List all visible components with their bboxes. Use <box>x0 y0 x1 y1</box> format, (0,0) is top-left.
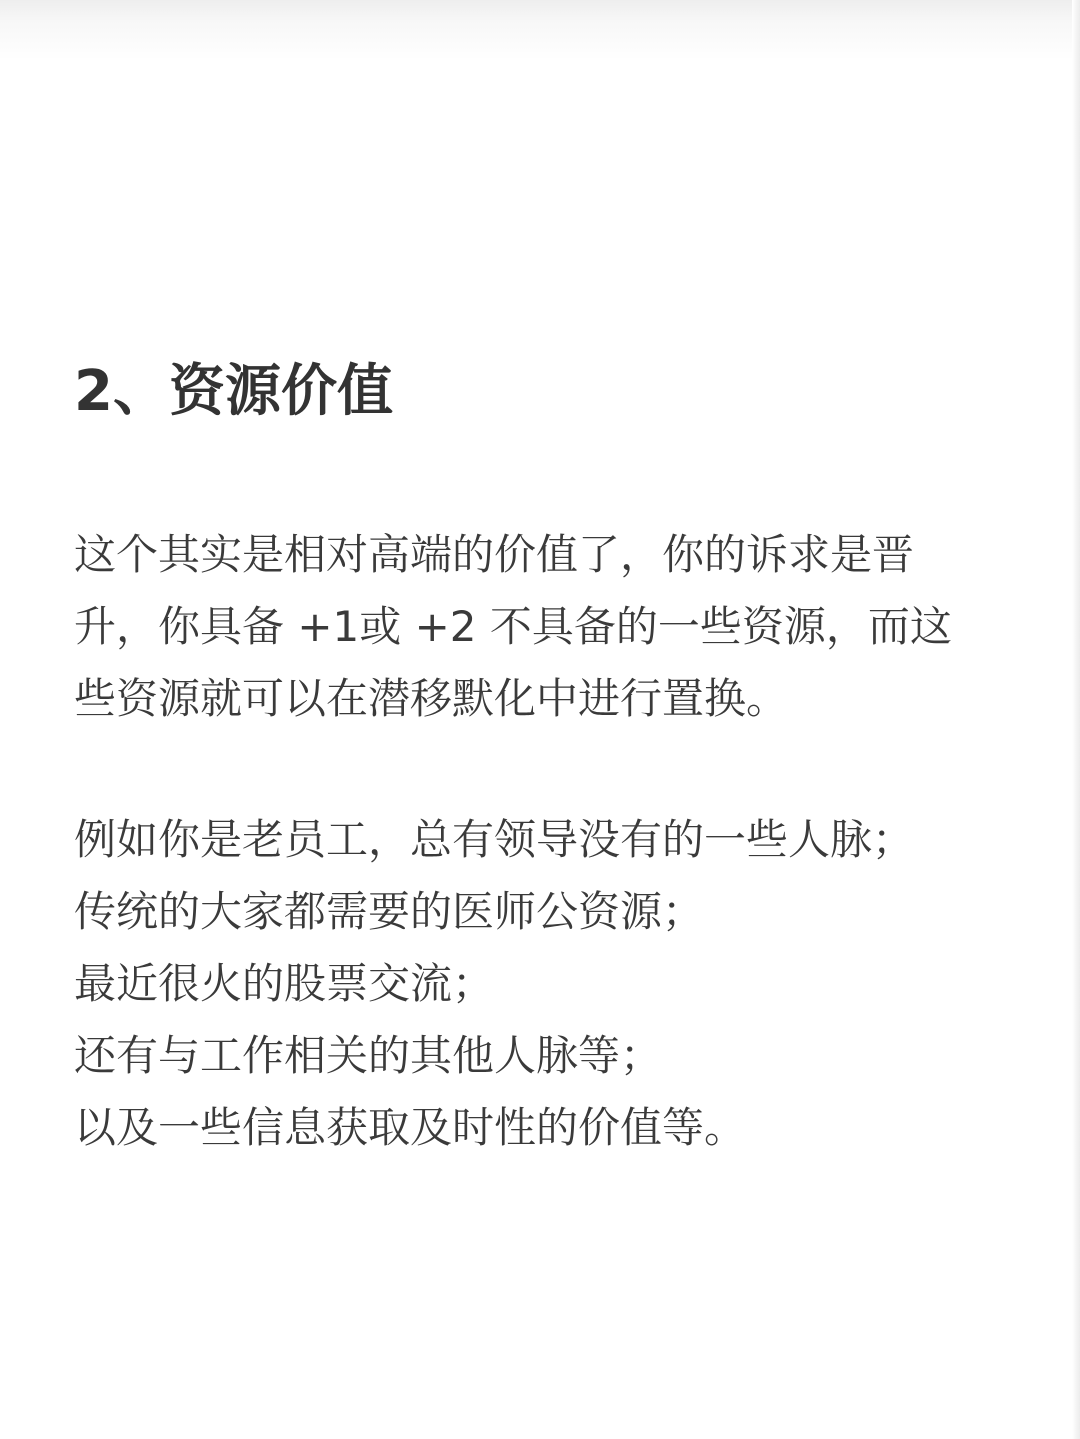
right-edge-shadow <box>1072 0 1080 1439</box>
paragraph-line: 最近很火的股票交流； <box>74 959 495 1008</box>
paragraph-line: 以及一些信息获取及时性的价值等。 <box>74 1103 747 1152</box>
paragraph-line: 升，你具备 +1或 +2 不具备的一些资源，而这 <box>74 602 952 651</box>
top-shadow <box>0 0 1080 60</box>
paragraph-examples <box>74 804 914 1164</box>
paragraph-intro <box>74 519 952 735</box>
paragraph-line: 传统的大家都需要的医师公资源； <box>74 887 705 936</box>
paragraph-line: 这个其实是相对高端的价值了，你的诉求是晋 <box>74 530 915 579</box>
paragraph-line: 些资源就可以在潜移默化中进行置换。 <box>74 674 789 723</box>
paragraph-line: 例如你是老员工，总有领导没有的一些人脉； <box>74 815 915 864</box>
section-heading: 2、资源价值 <box>74 359 393 424</box>
paragraph-line: 还有与工作相关的其他人脉等； <box>74 1031 663 1080</box>
